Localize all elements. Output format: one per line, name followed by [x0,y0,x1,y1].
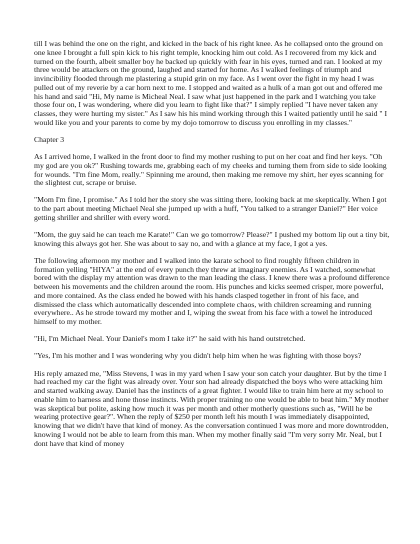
story-paragraph: "Mom, the guy said he can teach me Karate!" Can we go tomorrow? Please?" I pushed my bottom lip out a tiny bit, knowing this always got her. She was about to say no, and with a glance at my face, I got a yes. [34,230,390,248]
story-paragraph: As I arrived home, I walked in the front door to find my mother rushing to put on her coat and find her keys. "Oh my god are you ok?" Rushing towards me, grabbing each of my cheeks and turning them from side to side looking for wounds. "I'm fine Mom, really." Spinning me around, then making me remove my shirt, her eyes scanning for the slightest cut, scrape or bruise. [34,152,387,188]
story-paragraph: His reply amazed me, "Miss Stevens, I was in my yard when I saw your son catch your daughter. But by the time I had reached my car the fight was already over. Your son had already dispatched the boys who were attacking him and started walking away. Daniel has the instincts of a great fighter. I would like to train him here at my school to enable him to harness and hone those instincts. With proper training no one would be able to beat him." My mother was skeptical but polite, asking how much it was per month and other motherly questions such as, "Will he be wearing protective gear?". When the reply of $250 per month left his mouth I was immediately disappointed, knowing that we didn't have that kind of money. As the conversation continued I was more and more downtrodden, knowing I would not be able to learn from this man. When my mother finally said "I'm very sorry Mr. Neal, but I dont have that kind of money [34,368,389,448]
story-paragraph: "Yes, I'm his mother and I was wondering why you didn't help him when he was fighting with those boys? [34,351,362,361]
story-paragraph: till I was behind the one on the right, and kicked in the back of his right knee. As he collapsed onto the ground on one knee I brought a full spin kick to his right temple, knocking him out cold. As I recovered from my kick and turned on the fourth, albeit smaller boy he backed up quickly with fear in his eyes, turned and ran. I looked at my three would be attackers on the ground, laughed and started for home. As I walked feelings of triumph and invincibility flooded through me plastering a stupid grin on my face. As I went over the fight in my head I was pulled out of my reverie by a car horn next to me. I stopped and waited as a hulk of a man got out and offered me his hand and said "Hi, My name is Micheal Neal. I saw what just happened in the park and I watching you take those four on, I was wondering, where did you learn to fight like that?" I simply replied "I have never taken any classes, they were hurting my sister." As I saw his his mind working through this I waited patiently until he said " I would like you and your parents to come by my dojo tomorrow to discuss you enrolling in my classes." [34,39,388,127]
story-paragraph: "Hi, I'm Michael Neal. Your Daniel's mom I take it?" he said with his hand outstretched. [34,334,306,344]
story-paragraph: The following afternoon my mother and I walked into the karate school to find roughly fifteen children in formation yelling "HIYA" at the end of every punch they threw at imaginary enemies. As I watched, somewhat bored with the display my attention was drawn to the man leading the class. I knew there was a profound difference between his movements and the children around the room. His punches and kicks seemed crisper, more powerful, and more contained. As the class ended he bowed with his hands clasped together in front of his face, and dismissed the class which automatically descended into complete chaos, with children screaming and running everywhere.. As he strode toward my mother and I, wiping the sweat from his face with a towel he introduced himself to my mother. [34,255,390,327]
chapter-heading: Chapter 3 [34,134,65,144]
story-text-body [34,40,390,457]
story-paragraph: "Mom I'm fine, I promise." As I told her the story she was sitting there, looking back at me skeptically. When I got to the part about meeting Michael Neal she jumped up with a huff, "You talked to a stranger Daniel?" Her voice getting shriller and shriller with every word. [34,195,387,222]
